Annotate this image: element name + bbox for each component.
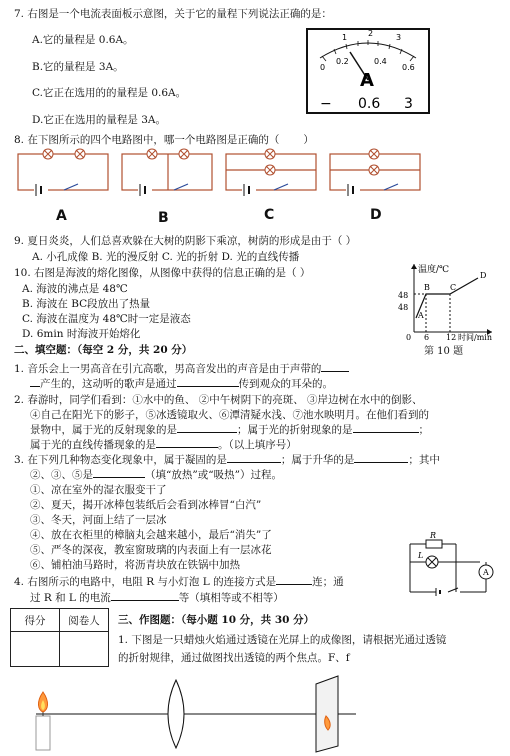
scale-bottom-0.6: 0.6 [402,63,415,72]
graph-point-b: B [424,283,430,292]
q10-option-d: D. 6min 时海波开始熔化 [22,328,141,340]
grader-header: 阅卷人 [60,609,109,632]
s2-q2-blank-1[interactable] [177,422,237,433]
graph-caption: 第 10 题 [424,346,464,357]
svg-text:A: A [483,568,489,577]
circuit-b [118,148,218,196]
terminal-0.6: 0.6 [358,96,381,112]
q7-option-b: B.它的量程是 3A。 [32,61,124,73]
score-table [10,608,109,667]
s2-q1-blank-1[interactable] [321,361,349,372]
terminal-3: 3 [404,96,413,112]
s2-q4-line1 [14,574,344,589]
s2-q3-line1 [14,452,440,467]
ammeter-diagram [306,28,430,114]
s3-q1-line2: 的折射规律，通过做图找出透镜的两个焦点。F、f [118,652,350,664]
terminal-negative: − [320,96,332,112]
s2-q2-line1: 2. 春游时，同学们看到：①水中的鱼、 ②中午树阴下的亮斑、 ③岸边树在水中的倒影、 [14,394,423,406]
svg-text:R: R [430,531,437,540]
q8-stem [14,132,314,147]
graph-x-tick-12: 12 [446,333,457,342]
s2-q2-blank-3[interactable] [156,437,218,448]
svg-text:L: L [418,551,424,560]
q9-options: A. 小孔成像 B. 光的漫反射 C. 光的折射 D. 光的直线传播 [32,251,300,263]
s2-q4-text-1: 4. 右图所示的电路中，电阻 R 与小灯泡 L 的连接方式是 [14,576,277,588]
s2-q3-blank-3[interactable] [93,467,145,478]
s2-q3-item-1: ①、凉在室外的湿衣服变干了 [30,484,167,496]
grader-cell[interactable] [60,632,109,667]
s2-q3-line2 [30,467,282,482]
s2-q1-text-2: 产生的，这动听的歌声是通过 [40,378,177,390]
graph-point-c: C [450,283,457,292]
circuit-label-c: C [264,207,275,223]
q7-option-d: D.它正在选用的量程是 3A。 [32,114,166,126]
s2-q2-text-3: 景物中，属于光的反射现象的是 [30,424,177,436]
s2-q2-blank-2[interactable] [353,422,419,433]
graph-point-a: A [418,311,424,320]
s2-q2-text-5: ； [418,424,429,436]
s2-q4-text-3: 过 R 和 L 的电流 [30,592,111,604]
s2-q2-line4 [30,437,297,452]
s2-q2-line2: ④自己在阳光下的影子，⑤冰透镜取火、⑥潭清疑水浅、⑦池水映明月。在他们看到的 [30,409,429,421]
s2-q2-text-4: ；属于光的折射现象的是 [237,424,353,436]
s2-q4-blank-1[interactable] [276,574,312,585]
s2-q3-text-1: 3. 在下列几种物态变化现象中，属于凝固的是 [14,454,227,466]
q10-option-b: B. 海波在 BC段放出了热量 [22,298,151,310]
score-header: 得分 [11,609,60,632]
scale-bottom-0: 0 [320,63,326,72]
lens-diagram [16,674,502,752]
scale-bottom-0.2: 0.2 [336,57,349,66]
s2-q1-blank-2[interactable] [177,376,239,387]
light-screen [316,676,338,752]
q7-stem: 7. 右图是一个电流表面板示意图，关于它的量程下列说法正确的是： [14,8,332,20]
graph-ylabel: 温度/℃ [418,265,450,275]
graph-x-tick-0: 0 [406,333,412,342]
q7-option-a: A.它的量程是 0.6A。 [32,34,134,46]
scale-top-1: 1 [342,33,348,42]
s2-q1-text: 1. 音乐会上一男高音在引亢高歌，男高音发出的声音是由于声带的 [14,363,322,375]
convex-lens [168,680,184,748]
q10-option-a: A. 海波的沸点是 48℃ [22,283,128,295]
s3-q1-line1: 1. 下图是一只蜡烛火焰通过透镜在光屏上的成像图，请根据光通过透镜 [118,634,447,646]
graph-point-d: D [480,271,487,280]
circuit-c [222,148,322,196]
q8-stem-text: 8. 在下图所示的四个电路图中，哪一个电路图是正确的（ [14,134,280,146]
q10-option-c: C. 海波在温度为 48℃时一定是液态 [22,313,191,325]
ammeter-unit: A [360,70,374,91]
s2-q2-text-6: 属于光的直线传播现象的是 [30,439,156,451]
q8-stem-end: ） [303,134,314,146]
s2-q3-text-2: ；属于升华的是 [280,454,355,466]
s2-q2-line3 [30,422,429,437]
s2-q3-item-6: ⑥、铺柏油马路时，将沥青块放在铁锅中加热 [30,559,240,571]
s2-q3-blank-2[interactable] [354,452,408,463]
s2-q3-item-3: ③、冬天，河面上结了一层冰 [30,514,167,526]
scale-top-2: 2 [368,29,374,38]
scale-top-3: 3 [396,33,402,42]
s2-q3-item-5: ⑤、严冬的深夜，教室窗玻璃的内表面上有一层冰花 [30,544,272,556]
s2-q3-text-4: ②、③、⑤是 [30,469,93,481]
q7-option-c: C.它正在选用的的量程是 0.6A。 [32,87,187,99]
circuit-label-b: B [158,210,169,226]
s2-q1-line1 [14,361,349,376]
circuit-label-a: A [56,208,67,224]
s2-q4-text-4: 等（填相等或不相等） [178,592,284,604]
s2-q1-text-3: 传到观众的耳朵的。 [238,378,333,390]
graph-x-tick-6: 6 [424,333,430,342]
q10-stem: 10. 右图是海波的熔化图像，从图像中获得的信息正确的是（ ） [14,267,311,279]
s2-q2-text-7: 。（以上填序号） [218,439,297,451]
score-cell[interactable] [11,632,60,667]
circuit-d [326,148,426,196]
melting-graph [392,258,498,342]
graph-xlabel: 时间/min [458,333,492,342]
candle-body [36,716,50,750]
q4-circuit [396,531,500,600]
s2-q3-blank-1[interactable] [227,452,281,463]
s2-q3-text-5: （填“放热”或“吸热”）过程。 [145,469,282,481]
s2-q1-line2 [30,376,333,391]
s2-q3-item-4: ④、放在衣柜里的樟脑丸会越来越小，最后“消失”了 [30,529,272,541]
s2-q3-item-2: ②、夏天，揭开冰棒包装纸后会看到冰棒冒“白汽” [30,499,262,511]
s2-q4-line2 [30,590,284,605]
circuit-label-d: D [370,207,382,223]
s2-q3-text-3: ；其中 [408,454,440,466]
s2-q4-text-2: 连；通 [312,576,344,588]
s2-q4-blank-2[interactable] [111,590,179,601]
s2-q1-blank-1-cont[interactable] [30,376,40,387]
graph-y-tick-dup: 48 [398,303,409,312]
circuit-a [14,148,114,196]
scale-bottom-0.4: 0.4 [374,57,387,66]
section3-title: 三、作图题：（每小题 10 分，共 30 分） [118,614,315,626]
graph-y-tick: 48 [398,291,409,300]
section2-title: 二、填空题：（每空 2 分，共 20 分） [14,344,193,356]
q9-stem: 9. 夏日炎炎，人们总喜欢躲在大树的阴影下乘凉，树荫的形成是由于（ ） [14,235,357,247]
